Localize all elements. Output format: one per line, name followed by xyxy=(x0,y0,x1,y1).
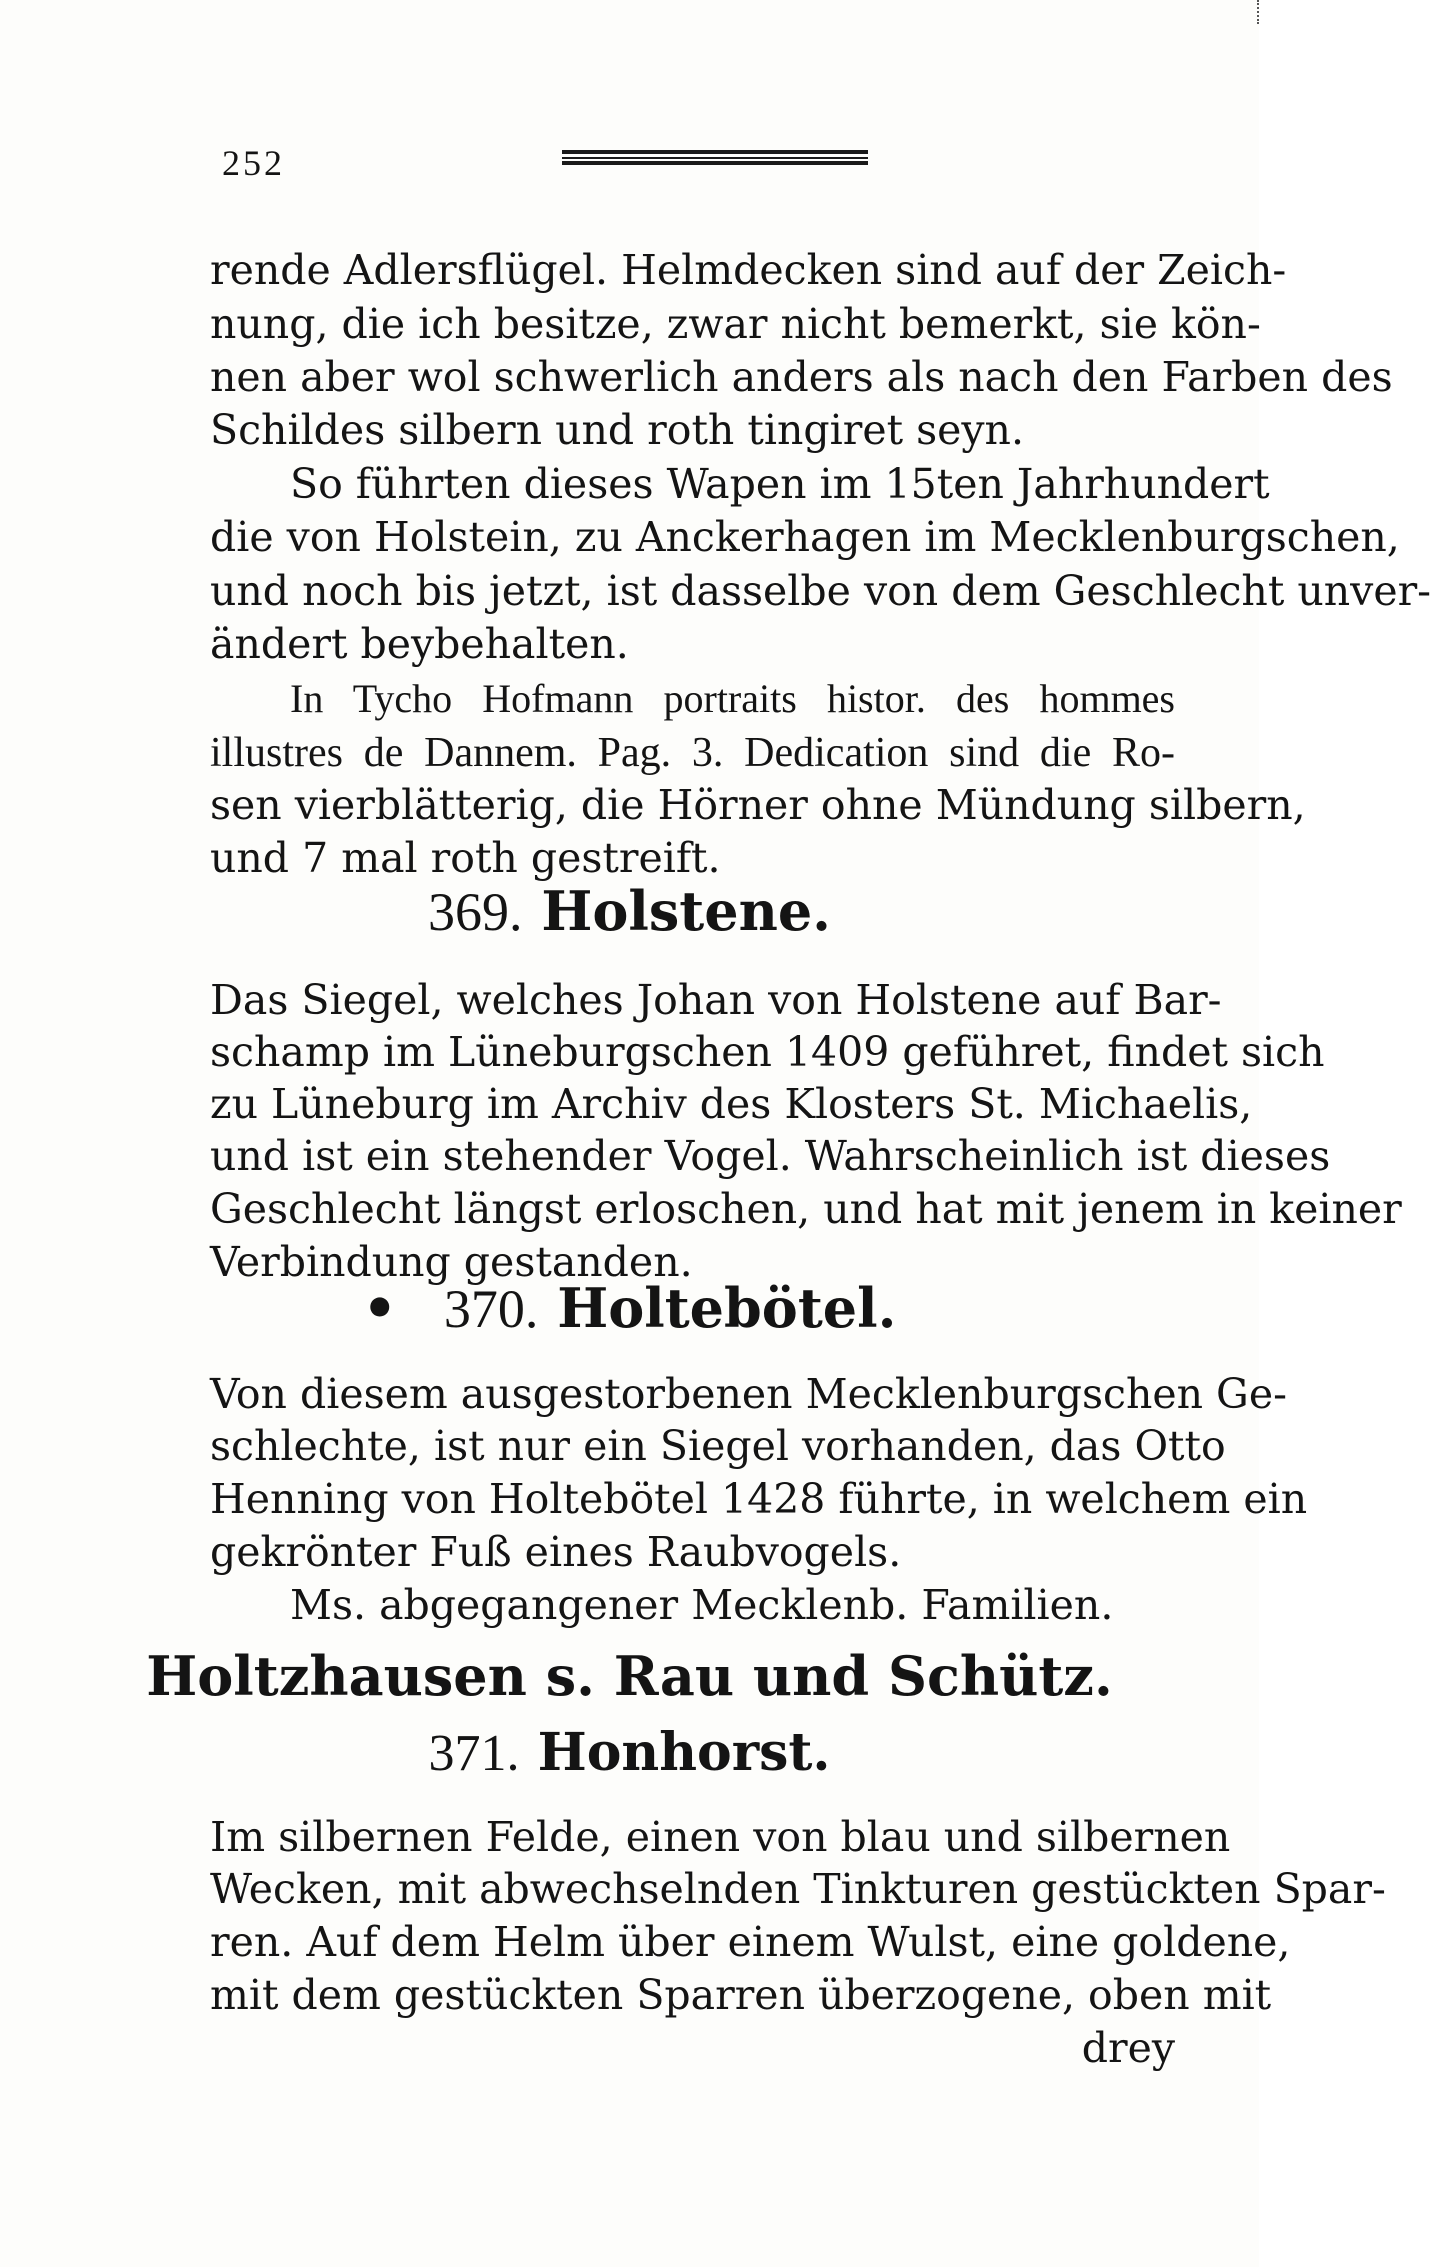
text-line: schlechte, ist nur ein Siegel vorhanden, das Otto xyxy=(210,1422,1226,1470)
text-line: ändert beybehalten. xyxy=(210,620,629,668)
text-line: Henning von Holtebötel 1428 führte, in welchem ein xyxy=(210,1475,1308,1523)
edge-mark xyxy=(1253,0,1259,24)
text-line: Wecken, mit abwechselnden Tinkturen gestückten Spar- xyxy=(210,1865,1386,1913)
section-heading-369 xyxy=(0,878,1259,945)
text-line: gekrönter Fuß eines Raubvogels. xyxy=(210,1528,902,1576)
text-line: und ist ein stehender Vogel. Wahrscheinlich ist dieses xyxy=(210,1132,1331,1180)
text-line: Schildes silbern und roth tingiret seyn. xyxy=(210,406,1024,454)
section-number: 370. xyxy=(443,1279,539,1339)
text-line: nen aber wol schwerlich anders als nach den Farben des xyxy=(210,353,1393,401)
text-line: schamp im Lüneburgschen 1409 geführet, findet sich xyxy=(210,1028,1325,1076)
text-line: Im silbernen Felde, einen von blau und silbernen xyxy=(210,1813,1231,1861)
text-line: Von diesem ausgestorbenen Mecklenburgschen Ge- xyxy=(210,1370,1287,1418)
section-number: 369. xyxy=(428,882,523,942)
text-line: So führten dieses Wapen im 15ten Jahrhundert xyxy=(290,460,1270,508)
text-line: Verbindung gestanden. xyxy=(210,1238,693,1286)
text-line: die von Holstein, zu Anckerhagen im Mecklenburgschen, xyxy=(210,513,1400,561)
text-line: und noch bis jetzt, ist dasselbe von dem Geschlecht unver- xyxy=(210,567,1431,615)
text-line: sen vierblätterig, die Hörner ohne Mündung silbern, xyxy=(210,781,1306,829)
catchword: drey xyxy=(1081,2024,1175,2072)
section-number: 371. xyxy=(428,1725,520,1782)
section-heading-370 xyxy=(0,1275,1259,1342)
text-line: In Tycho Hofmann portraits histor. des hommes xyxy=(290,676,1175,721)
bullet-mark: • xyxy=(362,1276,398,1340)
page-number: 252 xyxy=(222,143,285,183)
section-heading-371 xyxy=(0,1721,1259,1786)
section-title: Holstene. xyxy=(541,879,831,943)
text-line: rende Adlersflügel. Helmdecken sind auf der Zeich- xyxy=(210,246,1287,294)
cross-reference-heading: Holtzhausen s. Rau und Schütz. xyxy=(146,1644,1113,1708)
text-line: Geschlecht längst erloschen, und hat mit jenem in keiner xyxy=(210,1185,1402,1233)
text-line: ren. Auf dem Helm über einem Wulst, eine goldene, xyxy=(210,1918,1291,1966)
section-title: Honhorst. xyxy=(537,1722,831,1783)
header-rule xyxy=(562,150,868,166)
text-line: nung, die ich besitze, zwar nicht bemerkt, sie kön- xyxy=(210,300,1261,348)
text-line: Das Siegel, welches Johan von Holstene auf Bar- xyxy=(210,976,1222,1024)
text-line: illustres de Dannem. Pag. 3. Dedication sind die Ro- xyxy=(210,730,1175,776)
text-line: mit dem gestückten Sparren überzogene, oben mit xyxy=(210,1971,1272,2019)
source-citation: Ms. abgegangener Mecklenb. Familien. xyxy=(290,1581,1114,1629)
text-line: und 7 mal roth gestreift. xyxy=(210,834,721,882)
text-line: zu Lüneburg im Archiv des Klosters St. Michaelis, xyxy=(210,1080,1253,1128)
section-title: Holtebötel. xyxy=(557,1276,897,1340)
